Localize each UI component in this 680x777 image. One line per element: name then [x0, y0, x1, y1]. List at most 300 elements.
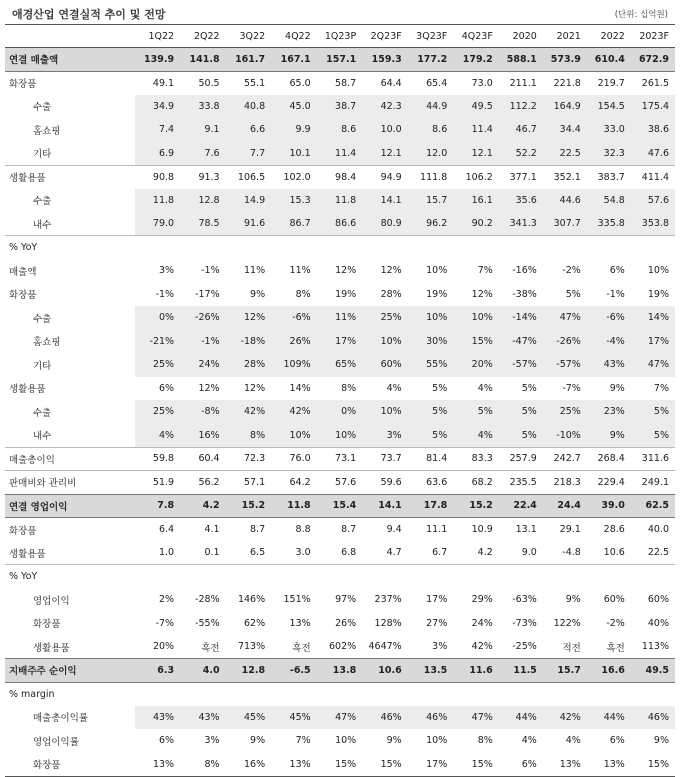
value-cell: 157.1	[317, 48, 363, 72]
value-cell: 42%	[471, 641, 493, 652]
value-cell	[631, 236, 675, 260]
value-cell	[453, 682, 499, 706]
value-cell: 42.3	[362, 95, 408, 119]
value-cell: 79.0	[135, 212, 181, 236]
value-cell: 57.6	[631, 189, 675, 213]
table-row	[5, 753, 675, 777]
value-cell	[543, 682, 587, 706]
value-cell: 10.1	[271, 142, 317, 166]
value-cell: 8.7	[341, 524, 357, 535]
value-cell: 0%	[317, 400, 363, 424]
value-cell: 13.8	[317, 659, 363, 683]
value-cell: 76.0	[271, 447, 317, 471]
value-cell: 33.8	[180, 95, 226, 119]
value-cell: 10%	[362, 400, 408, 424]
value-cell: 20%	[152, 641, 175, 652]
value-cell: 261.5	[631, 71, 675, 95]
table-row	[5, 682, 675, 706]
value-cell: 4.7	[386, 547, 402, 558]
value-cell: 47%	[631, 353, 675, 377]
value-cell: 26%	[335, 617, 357, 629]
value-cell: 54.8	[587, 189, 631, 213]
value-cell: 14.1	[362, 494, 408, 518]
value-cell: 6%	[609, 265, 625, 277]
row-label: 화장품	[5, 753, 135, 777]
value-cell: 8.6	[408, 118, 454, 142]
value-cell: 72.3	[226, 447, 272, 471]
value-cell: 102.0	[271, 165, 317, 189]
value-cell	[453, 565, 499, 589]
value-cell: 56.2	[180, 471, 226, 495]
value-cell: 219.7	[587, 71, 631, 95]
value-cell: 11.1	[426, 524, 448, 535]
value-cell: 10%	[426, 735, 448, 747]
value-cell: 5%	[453, 400, 499, 424]
value-cell: 43%	[587, 353, 631, 377]
value-cell	[226, 682, 272, 706]
value-cell	[362, 682, 408, 706]
value-cell: 151%	[283, 594, 311, 606]
value-cell: 6.5	[250, 547, 266, 558]
value-cell: 적전	[562, 642, 581, 654]
value-cell: 13.5	[408, 659, 454, 683]
value-cell: 14.9	[226, 189, 272, 213]
value-cell: 7%	[477, 265, 493, 277]
table-row	[5, 518, 675, 542]
value-cell: 307.7	[543, 212, 587, 236]
value-cell: -6%	[271, 306, 317, 330]
value-cell: 16%	[180, 424, 226, 448]
value-cell: 4.2	[477, 547, 493, 558]
value-cell: -6%	[587, 306, 631, 330]
value-cell: 5%	[408, 424, 454, 448]
value-cell: 11.5	[499, 659, 543, 683]
column-header: 2Q23F	[362, 25, 408, 48]
value-cell: 86.7	[271, 212, 317, 236]
row-label: 생활용품	[5, 165, 135, 189]
value-cell: 175.4	[631, 95, 675, 119]
value-cell: 45.0	[271, 95, 317, 119]
value-cell: 7%	[653, 382, 669, 394]
value-cell: 5%	[432, 382, 448, 394]
value-cell: 167.1	[271, 48, 317, 72]
value-cell: 106.2	[453, 165, 499, 189]
row-label: 기타	[33, 149, 52, 160]
table-row	[5, 565, 675, 589]
value-cell: 73.7	[362, 447, 408, 471]
header-label-cell	[5, 25, 135, 48]
value-cell: 6.4	[158, 524, 175, 535]
column-header: 3Q22	[226, 25, 272, 48]
row-label: 영업이익률	[33, 736, 79, 748]
value-cell	[587, 236, 631, 260]
value-cell: 45%	[226, 706, 272, 730]
column-header: 2023F	[631, 25, 675, 48]
value-cell: 흑전	[201, 642, 220, 654]
column-header: 1Q23P	[317, 25, 363, 48]
value-cell: 11.8	[271, 494, 317, 518]
value-cell: 10%	[271, 424, 317, 448]
value-cell: 73.1	[317, 447, 363, 471]
value-cell: 4%	[521, 735, 537, 747]
row-label: 영업이익	[33, 595, 70, 607]
value-cell: 4.1	[204, 524, 220, 535]
value-cell: 12%	[244, 382, 266, 394]
value-cell: 383.7	[587, 165, 631, 189]
value-cell: 4647%	[368, 641, 402, 652]
table-row	[5, 353, 675, 377]
row-label: 홈쇼핑	[33, 125, 61, 137]
value-cell: 11.6	[453, 659, 499, 683]
value-cell: 106.5	[226, 165, 272, 189]
value-cell: 122%	[553, 617, 581, 629]
value-cell: -57%	[499, 353, 543, 377]
value-cell: 9%	[653, 735, 669, 747]
value-cell: 64.4	[362, 71, 408, 95]
value-cell: 610.4	[587, 48, 631, 72]
row-label: 수출	[33, 407, 52, 419]
value-cell: 6.8	[341, 547, 357, 558]
value-cell: 60%	[603, 594, 625, 606]
value-cell: 179.2	[453, 48, 499, 72]
value-cell: 15%	[317, 753, 363, 777]
value-cell: 9%	[565, 594, 581, 606]
table-row	[5, 48, 675, 72]
value-cell: 10%	[426, 265, 448, 277]
value-cell: 4%	[477, 382, 493, 394]
value-cell: 9.9	[271, 118, 317, 142]
table-row	[5, 142, 675, 166]
value-cell: 13%	[587, 753, 631, 777]
value-cell: -28%	[195, 594, 220, 606]
value-cell: 335.8	[587, 212, 631, 236]
value-cell: 17%	[631, 330, 675, 354]
column-header: 2021	[543, 25, 587, 48]
value-cell: 24%	[180, 353, 226, 377]
value-cell: 221.8	[543, 71, 587, 95]
value-cell: 44.9	[408, 95, 454, 119]
value-cell: 10%	[362, 330, 408, 354]
value-cell: 268.4	[587, 447, 631, 471]
value-cell: 9.1	[180, 118, 226, 142]
value-cell: 6%	[158, 735, 175, 747]
value-cell: 12.8	[180, 189, 226, 213]
value-cell	[587, 682, 631, 706]
value-cell: 17%	[426, 594, 448, 606]
value-cell: -2%	[606, 617, 625, 629]
value-cell: 6%	[499, 753, 543, 777]
value-cell: -4%	[587, 330, 631, 354]
value-cell: 22.4	[499, 494, 543, 518]
value-cell: 32.3	[587, 142, 631, 166]
row-label: % YoY	[5, 236, 135, 260]
value-cell: 40%	[647, 617, 669, 629]
row-label: 화장품	[33, 619, 61, 631]
value-cell: 29.1	[559, 524, 581, 535]
value-cell: 0%	[135, 306, 181, 330]
value-cell	[180, 565, 226, 589]
value-cell: 237%	[374, 594, 402, 606]
value-cell: 8%	[226, 424, 272, 448]
value-cell	[631, 565, 675, 589]
value-cell: 12.1	[453, 142, 499, 166]
value-cell: 5%	[521, 382, 537, 394]
value-cell: 5%	[565, 288, 581, 300]
value-cell: 3%	[362, 424, 408, 448]
value-cell: -14%	[499, 306, 543, 330]
value-cell: 235.5	[499, 471, 543, 495]
value-cell: 11.8	[135, 189, 181, 213]
row-label: 홈쇼핑	[33, 337, 61, 349]
value-cell: 55%	[408, 353, 454, 377]
value-cell	[631, 682, 675, 706]
value-cell: 22.5	[647, 547, 669, 558]
value-cell: 60%	[647, 594, 669, 606]
value-cell: 8.6	[317, 118, 363, 142]
value-cell: 17.8	[408, 494, 454, 518]
value-cell: 10.9	[471, 524, 493, 535]
value-cell: -7%	[562, 382, 581, 394]
value-cell: 17%	[408, 753, 454, 777]
value-cell: 28.6	[603, 524, 625, 535]
value-cell: 8%	[341, 382, 357, 394]
row-label: 수출	[33, 313, 52, 325]
value-cell: 90.2	[453, 212, 499, 236]
value-cell: 4%	[565, 735, 581, 747]
value-cell: 14.1	[362, 189, 408, 213]
value-cell: 24%	[471, 617, 493, 629]
value-cell: 5%	[408, 400, 454, 424]
table-row	[5, 71, 675, 95]
value-cell: -21%	[135, 330, 181, 354]
value-cell: 4%	[386, 382, 402, 394]
value-cell: 10%	[317, 424, 363, 448]
value-cell: -4.8	[562, 547, 581, 558]
value-cell: 6.9	[135, 142, 181, 166]
value-cell: 42%	[226, 400, 272, 424]
value-cell: 15%	[453, 753, 499, 777]
value-cell: 311.6	[631, 447, 675, 471]
value-cell: 7.6	[180, 142, 226, 166]
value-cell: 16.6	[587, 659, 631, 683]
row-label: 매출액	[9, 266, 37, 278]
value-cell: 12.0	[408, 142, 454, 166]
value-cell: 6.3	[135, 659, 181, 683]
value-cell: 257.9	[499, 447, 543, 471]
value-cell: 8.7	[250, 524, 266, 535]
value-cell: 713%	[237, 641, 266, 652]
value-cell: 63.6	[408, 471, 454, 495]
value-cell: -55%	[195, 617, 220, 629]
value-cell: 20%	[453, 353, 499, 377]
value-cell: 15.3	[271, 189, 317, 213]
value-cell: 1.0	[158, 547, 175, 558]
value-cell	[408, 236, 454, 260]
value-cell: 7.8	[135, 494, 181, 518]
value-cell: 5%	[499, 400, 543, 424]
value-cell: 9.4	[386, 524, 402, 535]
column-header: 4Q23F	[453, 25, 499, 48]
value-cell: -63%	[512, 594, 537, 606]
value-cell: 10%	[647, 265, 669, 277]
value-cell: 83.3	[453, 447, 499, 471]
table-row	[5, 729, 675, 753]
value-cell: 10%	[453, 306, 499, 330]
value-cell: -57%	[543, 353, 587, 377]
value-cell: 10.6	[362, 659, 408, 683]
value-cell: 65.0	[271, 71, 317, 95]
table-row	[5, 236, 675, 260]
value-cell: 411.4	[631, 165, 675, 189]
value-cell: 141.8	[180, 48, 226, 72]
value-cell: 3%	[204, 735, 220, 747]
value-cell: 15.2	[453, 494, 499, 518]
value-cell: 50.5	[180, 71, 226, 95]
value-cell: 43%	[180, 706, 226, 730]
value-cell: -16%	[512, 265, 537, 277]
value-cell: 12%	[226, 306, 272, 330]
value-cell: 672.9	[631, 48, 675, 72]
value-cell: 22.5	[543, 142, 587, 166]
value-cell: 33.0	[587, 118, 631, 142]
table-row	[5, 283, 675, 307]
value-cell: 44%	[587, 706, 631, 730]
value-cell: -38%	[512, 288, 537, 300]
column-header: 2020	[499, 25, 543, 48]
value-cell: 45%	[271, 706, 317, 730]
value-cell: 15.7	[408, 189, 454, 213]
value-cell: 139.9	[135, 48, 181, 72]
value-cell: 3.0	[295, 547, 311, 558]
value-cell	[271, 236, 317, 260]
value-cell: 352.1	[543, 165, 587, 189]
value-cell: -7%	[155, 617, 175, 629]
value-cell: 229.4	[587, 471, 631, 495]
row-label: 생활용품	[9, 384, 46, 396]
value-cell: 242.7	[543, 447, 587, 471]
value-cell: 90.8	[135, 165, 181, 189]
value-cell	[226, 236, 272, 260]
value-cell: 94.9	[362, 165, 408, 189]
value-cell: 13.1	[515, 524, 537, 535]
value-cell: 29%	[471, 594, 493, 606]
value-cell: -1%	[180, 330, 226, 354]
value-cell: 73.0	[453, 71, 499, 95]
value-cell: 55.1	[226, 71, 272, 95]
value-cell: 16%	[226, 753, 272, 777]
value-cell: 49.5	[453, 95, 499, 119]
value-cell: 12%	[198, 382, 220, 394]
value-cell: 11%	[289, 265, 311, 277]
value-cell: 65.4	[408, 71, 454, 95]
value-cell: 34.9	[135, 95, 181, 119]
value-cell: 10%	[408, 306, 454, 330]
value-cell: 154.5	[587, 95, 631, 119]
value-cell: 9%	[250, 735, 266, 747]
table-row	[5, 165, 675, 189]
table-row	[5, 306, 675, 330]
value-cell: 59.8	[135, 447, 181, 471]
value-cell: 602%	[329, 641, 357, 652]
value-cell	[135, 565, 181, 589]
value-cell: 4.0	[180, 659, 226, 683]
value-cell: 81.4	[408, 447, 454, 471]
value-cell: 8.8	[295, 524, 311, 535]
value-cell: 7.4	[135, 118, 181, 142]
value-cell: 42%	[271, 400, 317, 424]
value-cell: 98.4	[317, 165, 363, 189]
value-cell: 34.4	[543, 118, 587, 142]
value-cell: 9.0	[521, 547, 537, 558]
value-cell: 59.6	[362, 471, 408, 495]
value-cell	[499, 236, 543, 260]
row-label: 지배주주 순이익	[5, 659, 135, 683]
value-cell: 177.2	[408, 48, 454, 72]
value-cell: 91.6	[226, 212, 272, 236]
table-row	[5, 706, 675, 730]
value-cell: 159.3	[362, 48, 408, 72]
value-cell: 11.8	[317, 189, 363, 213]
value-cell: 47%	[543, 306, 587, 330]
value-cell: 573.9	[543, 48, 587, 72]
column-header: 2022	[587, 25, 631, 48]
value-cell	[317, 236, 363, 260]
value-cell: 23%	[587, 400, 631, 424]
value-cell: 49.1	[135, 71, 181, 95]
table-row	[5, 95, 675, 119]
value-cell: 46.7	[499, 118, 543, 142]
row-label: 생활용품	[9, 548, 46, 560]
value-cell: 46%	[631, 706, 675, 730]
value-cell: 6.7	[432, 547, 448, 558]
table-row	[5, 259, 675, 283]
column-header: 3Q23F	[408, 25, 454, 48]
value-cell: 2%	[158, 594, 175, 606]
value-cell: 10%	[335, 735, 357, 747]
value-cell: 51.9	[135, 471, 181, 495]
value-cell: 62.5	[631, 494, 675, 518]
value-cell: 16.1	[453, 189, 499, 213]
row-label: 판매비와 관리비	[5, 471, 135, 495]
table-body	[5, 48, 675, 777]
value-cell: 10.6	[603, 547, 625, 558]
row-label: 화장품	[5, 71, 135, 95]
value-cell	[362, 236, 408, 260]
value-cell: 25%	[135, 353, 181, 377]
value-cell: 35.6	[499, 189, 543, 213]
value-cell: 8%	[295, 288, 311, 300]
value-cell	[453, 236, 499, 260]
value-cell: 3%	[158, 265, 175, 277]
value-cell: -73%	[512, 617, 537, 629]
table-row	[5, 659, 675, 683]
value-cell: 49.5	[631, 659, 675, 683]
value-cell: 86.6	[317, 212, 363, 236]
value-cell: 164.9	[543, 95, 587, 119]
table-row	[5, 635, 675, 659]
value-cell: 4%	[135, 424, 181, 448]
value-cell: 128%	[374, 617, 402, 629]
value-cell: 39.0	[587, 494, 631, 518]
value-cell: 57.1	[226, 471, 272, 495]
value-cell: 12.8	[226, 659, 272, 683]
value-cell: -26%	[180, 306, 226, 330]
value-cell: 47%	[453, 706, 499, 730]
value-cell: 0.1	[204, 547, 220, 558]
value-cell: 12.1	[362, 142, 408, 166]
value-cell: 38.7	[317, 95, 363, 119]
value-cell: 47%	[317, 706, 363, 730]
